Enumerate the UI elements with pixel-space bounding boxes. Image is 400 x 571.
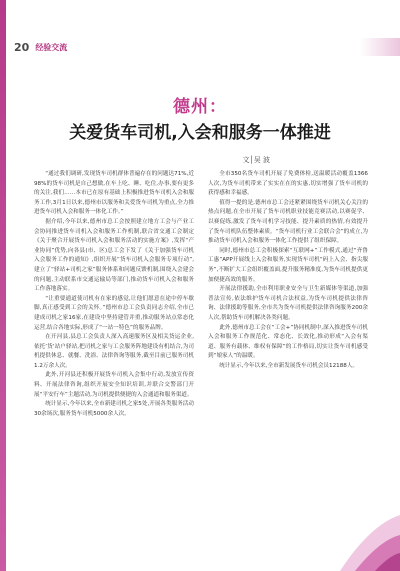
paragraph: 此外,德州市总工会在“工会+”协同机制中,深入推进货车司机入会和服务工作规范化、常态化、长效化,推动形成“入会有渠道、服务有载体、维权有保障”的工作格局,切实让货车司机感受到“娘家人”的温暖。 <box>208 324 368 360</box>
paragraph: 全市350名货车司机开展了免费体检,送温暖活动覆盖1366人次,为货车司机带来了实实在在的实惠,切实增强了货车司机的获得感和幸福感。 <box>208 171 368 197</box>
byline: 文│吴 波 <box>242 156 270 164</box>
paragraph: 统计显示,今年以来,全市新发展货车司机会员12188人。 <box>219 362 359 369</box>
headline-title: 关爱货车司机,入会和服务一体推进 <box>69 123 331 143</box>
page-number: 20 <box>14 40 30 54</box>
paragraph: 在开河县,县总工会负责人深入高速服务区及相关货运企业,依托‘货’站户驿站,把司机之家与工会服务阵地建设有机结合,为司机提供休息、就餐、洗浴、法律咨询等服务,截至目前已服务司机1.2万余人次。 <box>34 334 194 369</box>
paragraph: “让重要通道使司机有在家的感觉,让他们愿意在途中停车歇脚,真正感受到工会的关怀。”德州市总工会负责同志介绍,全市已建成司机之家16家,在建设中坚持建管并重,推动服务站点常态化运营,结合各地实际,形成了“一站一特色”的服务品牌。 <box>34 295 194 331</box>
paragraph: 此外,开河县还积极开展货车司机入会集中行动,发放宣传资料、开展法律咨询,组织开展安全知识培训,并联合交警部门开展“平安行车”主题活动,为司机提供便捷的入会通道和服务渠道。 <box>34 372 194 398</box>
side-color-stripe <box>0 0 6 571</box>
paragraph: “通过我们调研,发现货车司机群体普遍存在的问题达71%,近98%的货车司机是自己想做,在车上吃、睡、吃住,办事,要有更多的关注,我们……本市已在原有基础上积极推进货车司机入会和服务工作,3月1日以来,德州市以服务和关爱货车司机为重点,全力推进货车司机入会和服务一体化工作。” <box>34 171 194 216</box>
decorative-ornament <box>330 485 400 571</box>
headline-location: 德州： <box>173 97 227 117</box>
section-label: 经验交流 <box>35 42 68 52</box>
article-column-left <box>34 170 194 419</box>
page-header <box>14 40 400 54</box>
paragraph: 据介绍,今年以来,德州市总工会按照建立地方工会与产业工会协同推进货车司机入会和服务工作机制,联合省交通工会制定《关于聚合开展货车司机入会和服务活动的实施方案》,发挥“产业协同”优势,向各县(市、区)总工会下发了《关于加强货车司机入会服务工作的通知》,组织开展“货车司机入会服务专项行动”,建立了“驿站+司机之家”服务体系和问题反馈机制,围绕入会建会的问题,主动联系市交通运输局等部门,推动货车司机入会和服务工作落地落实。 <box>34 218 194 293</box>
paragraph: 同时,德州市总工会积极探索“互联网+”工作模式,通过“齐鲁工惠”APP开展线上入会和服务,实现货车司机“码上入会、指尖服务”,不断扩大工会组织覆盖面,提升服务精准度,为货车司机提供更加便捷高效的服务。 <box>208 247 368 283</box>
article-column-right <box>208 170 368 371</box>
paragraph: 开展法律援助,全市利用职业安全与卫生新媒体等渠道,加强普法宣传,依法维护货车司机合法权益,为货车司机提供法律咨询、法律援助等服务,全市共为货车司机提供法律咨询服务200余人次,帮助货车司机解决各类问题。 <box>208 286 368 321</box>
paragraph: 统计显示,今年以来,全市新建司机之家5处,开展各类服务活动30余场次,服务货车司机5000余人次。 <box>34 401 194 417</box>
paragraph: 值得一提的是,德州市总工会还紧紧围绕货车司机关心关注的热点问题,在全市开展了货车司机职业技能竞赛活动,以赛促学、以赛促练,激发了货车司机学习技能、提升素质的热情,有效提升了货车司机队伍整体素质。“货车司机行业工会联合会”的成立,为推动货车司机入会和服务一体化工作提供了组织保障。 <box>208 199 368 245</box>
